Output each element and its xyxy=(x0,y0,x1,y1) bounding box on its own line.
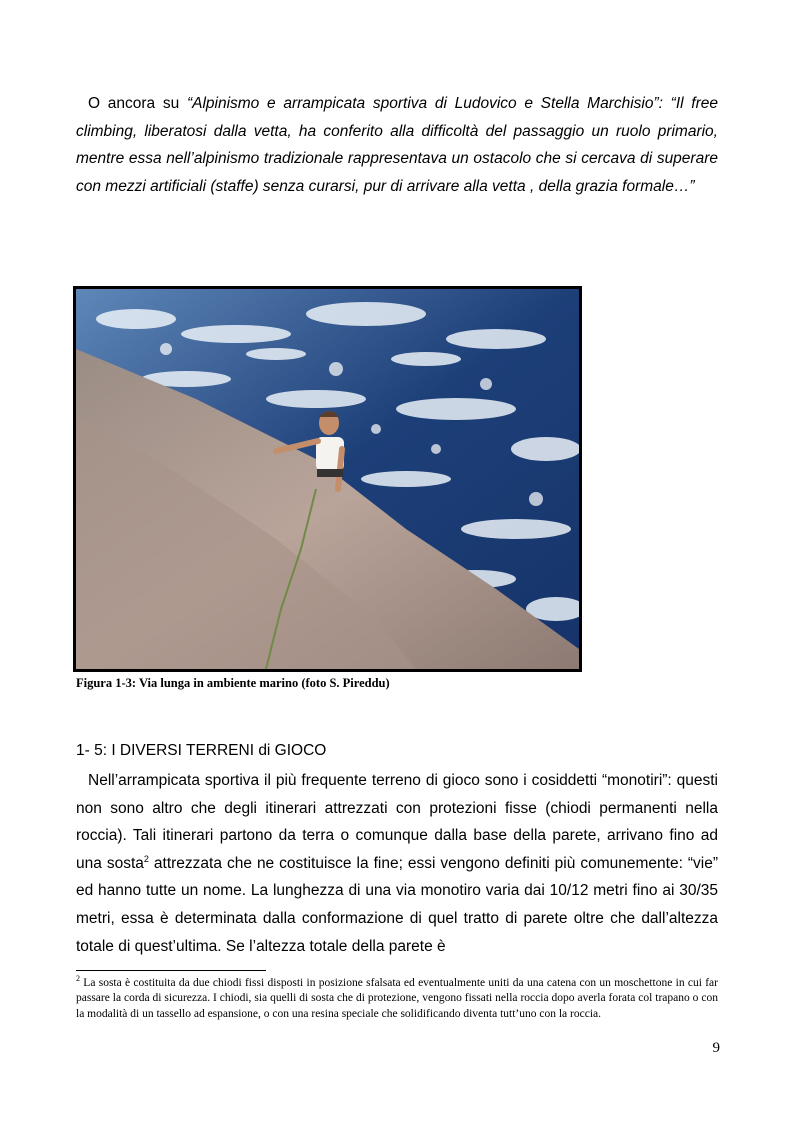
quote-text: : “Il free climbing, liberatosi dalla vetta, ha conferito alla difficoltà del passaggio un ruolo primario, mentre essa nell’alpinismo tradizionale rappresentava un ostacolo che si cercava di superare con mezzi artificiali (staffe) senza curarsi, pur di arrivare alla vetta , della grazia formale…” xyxy=(76,95,718,195)
quote-lead: O ancora su xyxy=(88,95,187,112)
footnote-marker: 2 xyxy=(76,974,80,984)
paragraph-part2: attrezzata che ne costituisce la fine; essi vengono definiti più comunemente: “vie” ed hanno tutte un nome. La lunghezza di una via monotiro varia dai 10/12 metri fino ai 30/35 metri, essa è determinata dalla conformazione di quel tratto di parete oltre che dall’altezza totale di quest’ultima. Se l’altezza totale della parete è xyxy=(76,854,718,955)
footnote-text: La sosta è costituita da due chiodi fissi disposti in posizione sfalsata ed eventualmente uniti da una catena con un moschettone in cui far passare la corda di sicurezza. I chiodi, sia quelli di sosta che di protezione, vengono fissati nella roccia dopo averla forata col trapano o con la modalità di un tassello ad espansione, o con una resina speciale che solidificando diventa tutt’uno con la roccia. xyxy=(76,977,718,1020)
figure-caption: Figura 1-3: Via lunga in ambiente marino (foto S. Pireddu) xyxy=(76,676,390,690)
paragraph-part1: Nell’arrampicata sportiva il più frequente terreno di gioco sono i cosiddetti “monotiri”: questi non sono altro che degli itinerari attrezzati con protezioni fisse (chiodi permanenti nella roccia). Tali itinerari partono da terra o comunque dalla base della parete, arrivano fino ad una sosta xyxy=(76,772,718,872)
sea-cliff-climber-image xyxy=(76,289,579,669)
quote-source: “Alpinismo e arrampicata sportiva di Ludovico e Stella Marchisio” xyxy=(186,95,659,112)
quote-paragraph xyxy=(76,90,718,200)
section-heading: 1- 5: I DIVERSI TERRENI di GIOCO xyxy=(76,742,327,759)
footnote-reference[interactable]: 2 xyxy=(143,853,149,864)
climbing-photo xyxy=(73,286,582,672)
section-paragraph xyxy=(76,767,718,960)
page-number: 9 xyxy=(712,1040,720,1056)
footnote-divider xyxy=(76,970,266,971)
footnote xyxy=(76,976,718,1022)
